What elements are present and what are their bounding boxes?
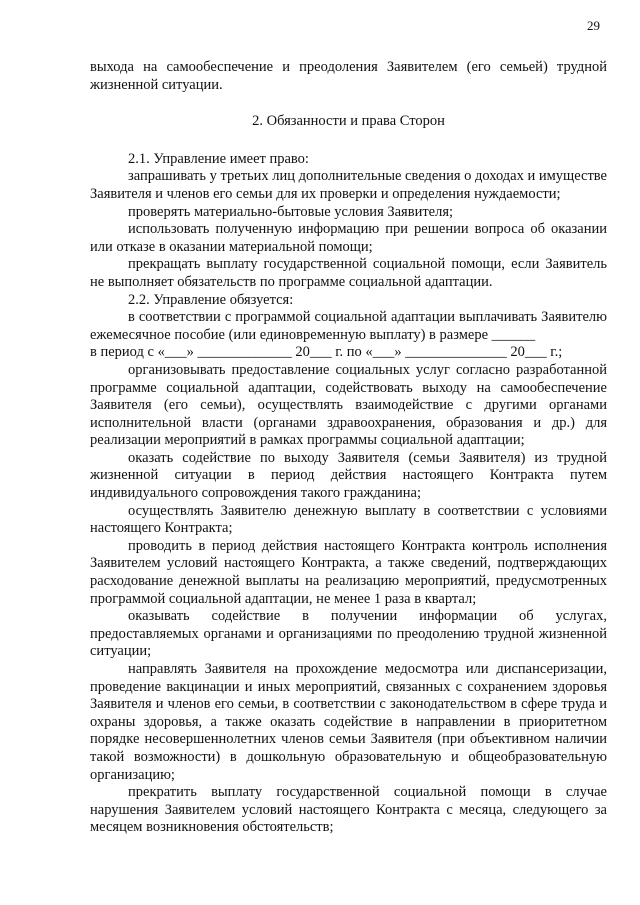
clause-2-1-heading: 2.1. Управление имеет право: [128, 150, 309, 167]
clause-2-1-item: использовать полученную информацию при решении вопроса об оказании или отказе в оказании материальной помощи; [90, 221, 607, 255]
clause-2-2-item: направлять Заявителя на прохождение медосмотра или диспансеризации, проведение вакцинации и иных мероприятий, связанных с сохранением здоровья Заявителя и членов его семьи, в соответствии с законодательством в сфере труда и охраны здоровья, а также оказать содействие в направлении в приоритетном порядке несовершеннолетних членов семьи Заявителя (при объективном наличии такой возможности) в дошкольную образовательную и общеобразовательную организацию; [90, 661, 607, 783]
clause-2-2-item: проводить в период действия настоящего Контракта контроль исполнения Заявителем условий настоящего Контракта, а также сведений, подтверждающих расходование денежной выплаты на реализацию мероприятий, предусмотренных программой социальной адаптации, не менее 1 раза в квартал; [90, 537, 607, 607]
section-title: 2. Обязанности и права Сторон [252, 113, 445, 130]
page-number: 29 [587, 18, 600, 33]
intro-continuation: выхода на самообеспечение и преодоления Заявителем (его семьей) трудной жизненной ситуации. [90, 59, 607, 93]
clause-2-1-item: запрашивать у третьих лиц дополнительные сведения о доходах и имуществе Заявителя и членов его семьи для их проверки и определения нуждаемости; [90, 168, 607, 202]
clause-2-2-payment-item: в соответствии с программой социальной адаптации выплачивать Заявителю ежемесячное пособие (или единовременную выплату) в размере ______ [90, 309, 607, 343]
clause-2-2-payment-period: в период с «___» _____________ 20___ г. по «___» ______________ 20___ г.; [90, 344, 563, 361]
clause-2-1-item: прекращать выплату государственной социальной помощи, если Заявитель не выполняет обязательств по программе социальной адаптации. [90, 256, 607, 290]
clause-2-2-item: осуществлять Заявителю денежную выплату в соответствии с условиями настоящего Контракта; [90, 502, 607, 537]
clause-2-2-item: оказывать содействие в получении информации об услугах, предоставляемых органами и организациями по преодолению трудной жизненной ситуации; [90, 608, 607, 660]
clause-2-1-item: проверять материально-бытовые условия Заявителя; [128, 203, 454, 220]
document-body [90, 59, 607, 837]
clause-2-2-heading: 2.2. Управление обязуется: [128, 291, 294, 308]
clause-2-2-item: организовывать предоставление социальных услуг согласно разработанной программе социальной адаптации, содействовать выходу на самообеспечение Заявителя (его семьи), осуществлять взаимодействие с другими органами исполнительной власти (органами здравоохранения, образования и др.) для реализации мероприятий в рамках программы социальной адаптации; [90, 361, 607, 449]
clause-2-2-item: прекратить выплату государственной социальной помощи в случае нарушения Заявителем условий настоящего Контракта с месяца, следующего за месяцем возникновения обстоятельств; [90, 784, 607, 836]
clause-2-2-item: оказать содействие по выходу Заявителя (семьи Заявителя) из трудной жизненной ситуации в период действия настоящего Контракта путем индивидуального сопровождения такого гражданина; [90, 449, 607, 502]
